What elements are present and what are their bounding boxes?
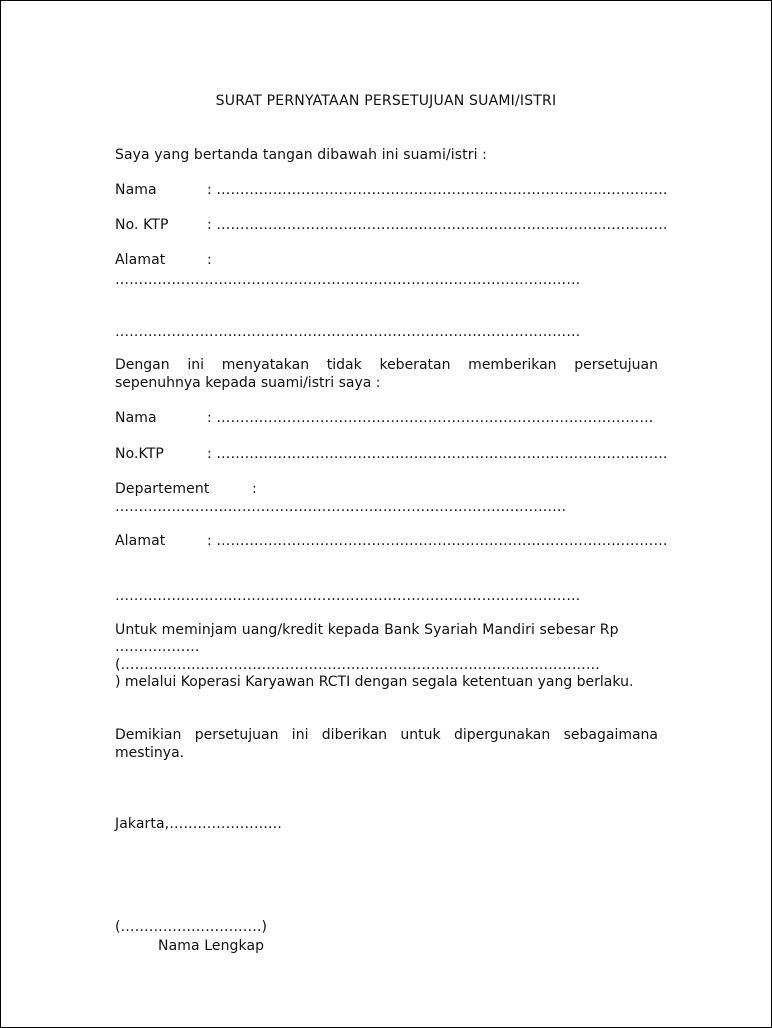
s2-dept-label: Departement xyxy=(115,481,210,497)
s1-nama-label: Nama xyxy=(115,182,157,198)
signature-blank: (…………………………) xyxy=(115,919,268,935)
intro-text: Saya yang bertanda tangan dibawah ini suami/istri : xyxy=(115,147,487,163)
loan-line4: ) melalui Koperasi Karyawan RCTI dengan segala ketentuan yang berlaku. xyxy=(115,674,634,690)
s1-alamat-row xyxy=(115,251,212,269)
s2-alamat-line2: ……………………………………………………………………………………… xyxy=(115,588,581,604)
s1-nama-row xyxy=(115,181,668,199)
s2-dept-colon: : xyxy=(252,481,257,497)
s1-ktp-row xyxy=(115,216,668,234)
s1-alamat-colon: : xyxy=(207,252,212,268)
loan-line2: ……………… xyxy=(115,639,200,655)
s1-ktp-label: No. KTP xyxy=(115,217,169,233)
s2-nama-row xyxy=(115,409,653,427)
loan-line1: Untuk meminjam uang/kredit kepada Bank Syariah Mandiri sebesar Rp xyxy=(115,622,619,638)
loan-line3: (………………………………………………………………………………………… xyxy=(115,657,600,673)
s2-dept-row xyxy=(115,480,257,498)
s2-dept-line: …………………………………………………………………………………… xyxy=(115,499,567,515)
s2-ktp-value: : …………………………………………………………………………………… xyxy=(207,446,668,462)
s2-alamat-label: Alamat xyxy=(115,533,166,549)
signature-name: Nama Lengkap xyxy=(158,938,265,954)
s1-alamat-line1: ……………………………………………………………………………………… xyxy=(115,272,581,288)
statement-text: Dengan ini menyatakan tidak keberatan memberikan persetujuan sepenuhnya kepada suami/istri saya : xyxy=(115,357,658,391)
s1-alamat-line2: ……………………………………………………………………………………… xyxy=(115,324,581,340)
place-date: Jakarta,…………………… xyxy=(115,816,283,832)
s2-nama-label: Nama xyxy=(115,410,157,426)
s1-ktp-value: : …………………………………………………………………………………… xyxy=(207,217,668,233)
s1-alamat-label: Alamat xyxy=(115,252,166,268)
s2-alamat-row xyxy=(115,532,668,550)
s1-nama-value: : …………………………………………………………………………………… xyxy=(207,182,668,198)
s2-ktp-label: No.KTP xyxy=(115,446,164,462)
s2-nama-value: : ………………………………………………………………………………… xyxy=(207,410,654,426)
s2-alamat-value: : …………………………………………………………………………………… xyxy=(207,533,668,549)
closing-text: Demikian persetujuan ini diberikan untuk dipergunakan sebagaimana mestinya. xyxy=(115,727,658,761)
document-title: SURAT PERNYATAAN PERSETUJUAN SUAMI/ISTRI xyxy=(215,93,557,109)
s2-ktp-row xyxy=(115,445,668,463)
